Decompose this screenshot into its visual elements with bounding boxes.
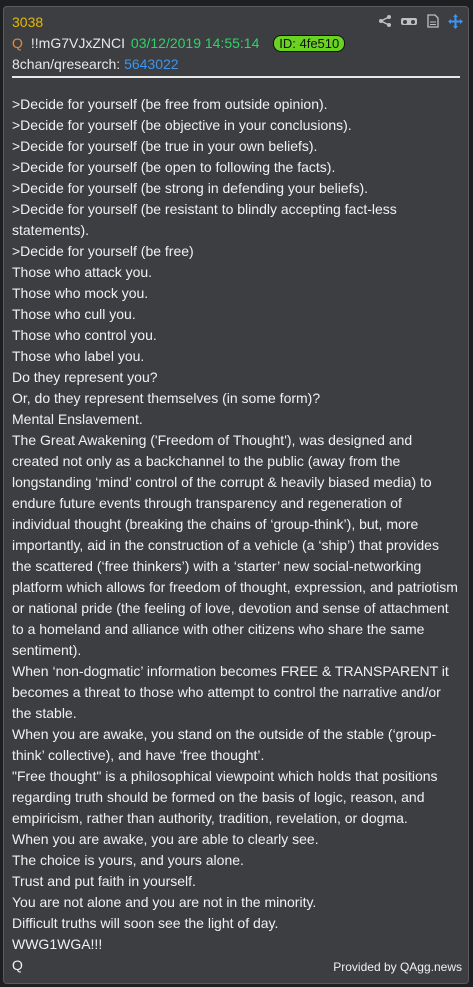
- provided-by-credit[interactable]: Provided by QAgg.news: [333, 960, 462, 974]
- share-icon[interactable]: [378, 14, 392, 28]
- post-line: Those who mock you.: [12, 285, 149, 301]
- post-ref-link[interactable]: 5643022: [124, 56, 179, 72]
- move-icon[interactable]: [448, 14, 462, 28]
- glasses-icon[interactable]: [400, 14, 418, 28]
- post-card: [3, 6, 469, 984]
- post-line: You are not alone and you are not in the minority.: [12, 894, 317, 910]
- post-body: [12, 94, 462, 976]
- post-line: Those who attack you.: [12, 264, 153, 280]
- post-number: 3038: [12, 14, 44, 30]
- post-line: Those who control you.: [12, 327, 157, 343]
- author-marker: Q: [12, 35, 23, 51]
- board-name: 8chan/qresearch:: [12, 56, 121, 72]
- post-line: Those who cull you.: [12, 306, 136, 322]
- post-line: >Decide for yourself (be true in your own beliefs).: [12, 138, 318, 154]
- post-source: [12, 56, 179, 72]
- post-line: When you are awake, you stand on the outside of the stable (‘group-think’ collective), and have ‘free thought’.: [12, 726, 437, 763]
- post-line: When ‘non-dogmatic’ information becomes FREE & TRANSPARENT it becomes a threat to those who attempt to control the narrative and/or the stable.: [12, 663, 449, 721]
- post-line: >Decide for yourself (be open to following the facts).: [12, 159, 336, 175]
- post-line: Do they represent you?: [12, 369, 158, 385]
- document-icon[interactable]: [426, 14, 440, 28]
- poster-id-badge: ID: 4fe510: [273, 35, 345, 52]
- post-line: The choice is yours, and yours alone.: [12, 852, 244, 868]
- post-line: The Great Awakening ('Freedom of Thought'), was designed and created not only as a backchannel to the public (away from the longstanding ‘mind’ control of the corrupt & heavily biased media) to endure future events through transparency and regeneration of individual thought (breaking the chains of ‘group-think’), but, more importantly, aid in the construction of a vehicle (a ‘ship’) that provides the scattered (‘free thinkers’) with a ‘starter’ new social-networking platform which allows for freedom of thought, expression, and patriotism or national pride (the feeling of love, devotion and sense of attachment to a homeland and alliance with other citizens who share the same sentiment).: [12, 432, 458, 658]
- post-line: >Decide for yourself (be strong in defending your beliefs).: [12, 180, 369, 196]
- post-line: Trust and put faith in yourself.: [12, 873, 196, 889]
- post-line: Q: [12, 957, 23, 973]
- post-line: >Decide for yourself (be free): [12, 243, 194, 259]
- tripcode: !!mG7VJxZNCI: [30, 35, 126, 51]
- post-header: [12, 35, 345, 52]
- divider: [12, 76, 460, 78]
- post-line: "Free thought" is a philosophical viewpoint which holds that positions regarding truth should be formed on the basis of logic, reason, and empiricism, rather than authority, tradition, revelation, or dogma.: [12, 768, 438, 826]
- post-line: >Decide for yourself (be free from outside opinion).: [12, 96, 328, 112]
- post-line: WWG1WGA!!!: [12, 936, 103, 952]
- post-line: When you are awake, you are able to clearly see.: [12, 831, 319, 847]
- post-line: >Decide for yourself (be resistant to blindly accepting fact-less statements).: [12, 201, 397, 238]
- post-line: >Decide for yourself (be objective in your conclusions).: [12, 117, 352, 133]
- post-toolbar: [378, 14, 462, 28]
- post-line: Difficult truths will soon see the light of day.: [12, 915, 279, 931]
- post-line: Those who label you.: [12, 348, 145, 364]
- post-datetime: 03/12/2019 14:55:14: [130, 35, 260, 51]
- post-line: Or, do they represent themselves (in some form)?: [12, 390, 321, 406]
- post-line: Mental Enslavement.: [12, 411, 143, 427]
